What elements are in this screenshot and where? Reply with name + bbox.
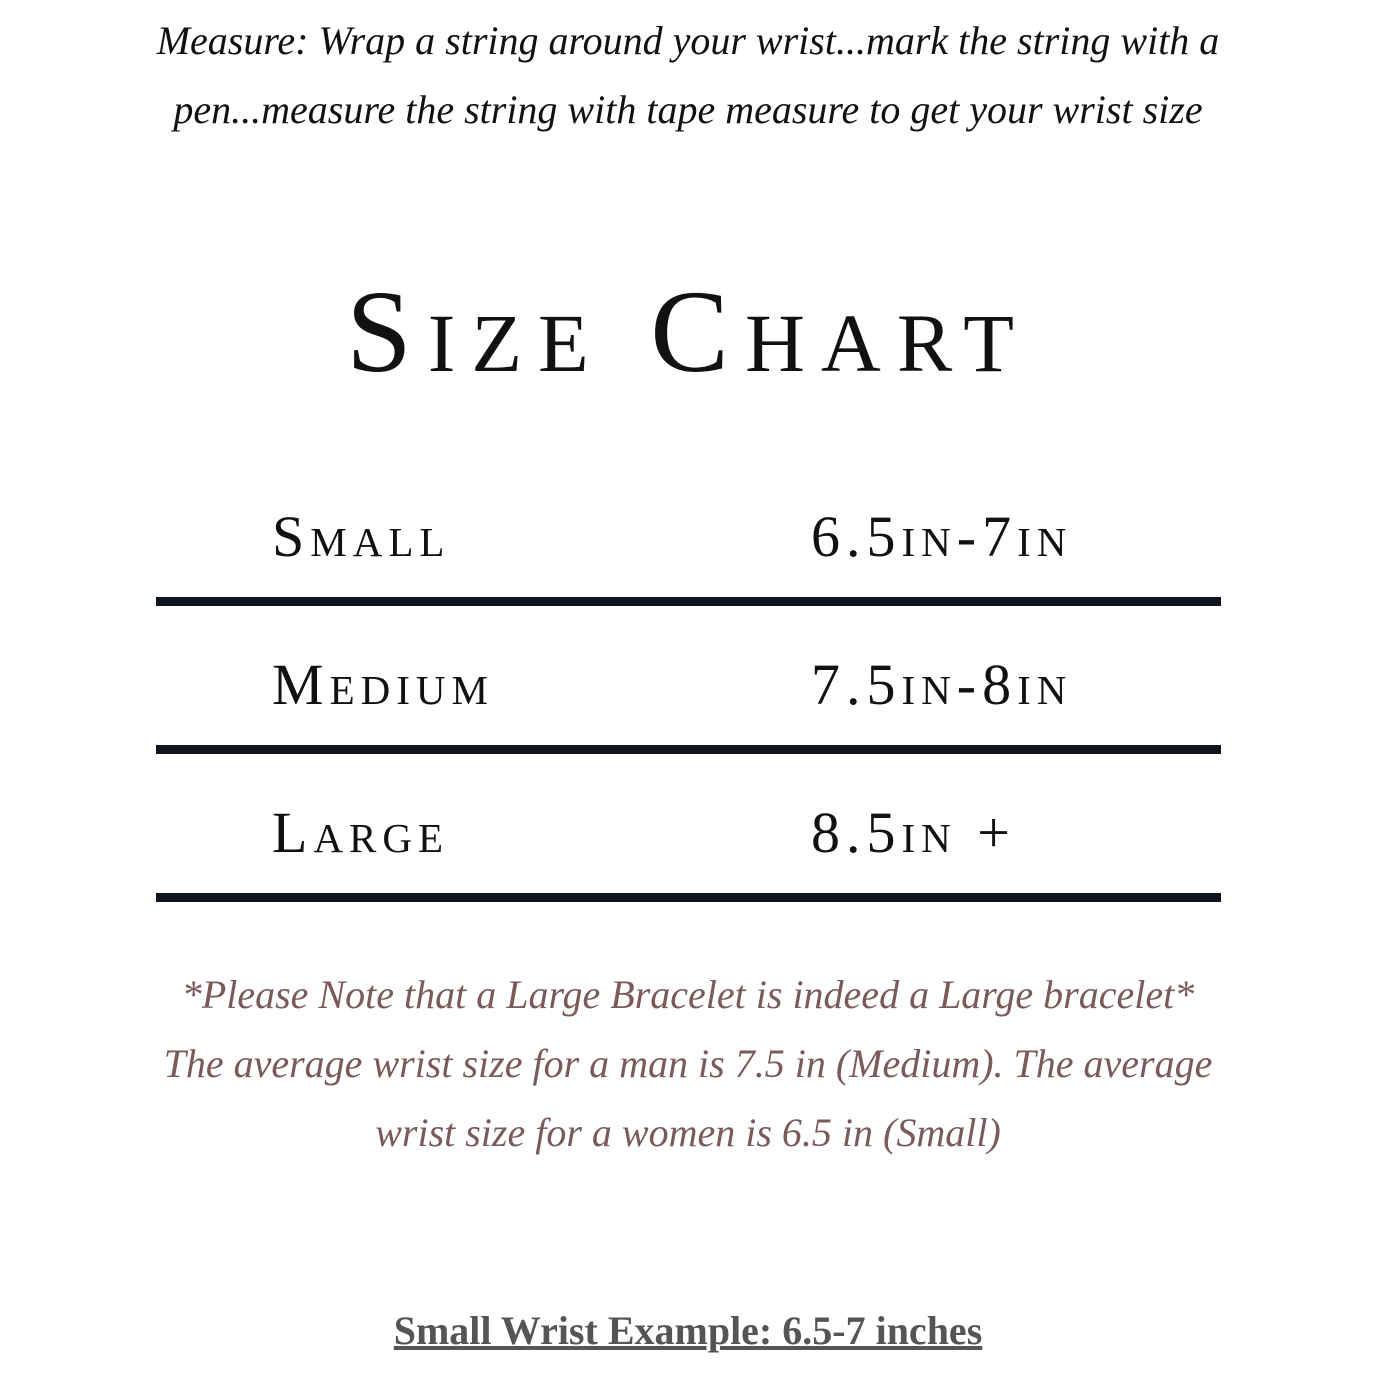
row-divider: [156, 745, 1221, 754]
size-label-medium: Medium: [272, 652, 494, 717]
size-chart-title: Size Chart: [346, 266, 1030, 397]
large-bracelet-note: *Please Note that a Large Bracelet is indeed a Large bracelet*: [181, 972, 1195, 1017]
size-row-large: [156, 754, 1221, 902]
size-label-small: Small: [272, 504, 451, 569]
size-range-small: 6.5in-7in: [811, 504, 1073, 569]
row-divider: [156, 597, 1221, 606]
average-wrist-note: The average wrist size for a man is 7.5 in (Medium). The average wrist size for a women is 6.5 in (Small): [163, 1041, 1213, 1155]
small-wrist-example-heading: Small Wrist Example: 6.5-7 inches: [393, 1308, 983, 1353]
row-divider: [156, 893, 1221, 902]
size-notes: [150, 960, 1226, 1167]
size-row-medium: [156, 606, 1221, 754]
size-label-large: Large: [272, 800, 450, 865]
measure-instructions: Measure: Wrap a string around your wrist...mark the string with a pen...measure the string with tape measure to get your wrist size: [156, 18, 1220, 132]
size-row-small: [156, 458, 1221, 606]
size-table: [156, 458, 1221, 902]
size-range-medium: 7.5in-8in: [811, 652, 1073, 717]
size-range-large: 8.5in +: [811, 800, 1016, 865]
